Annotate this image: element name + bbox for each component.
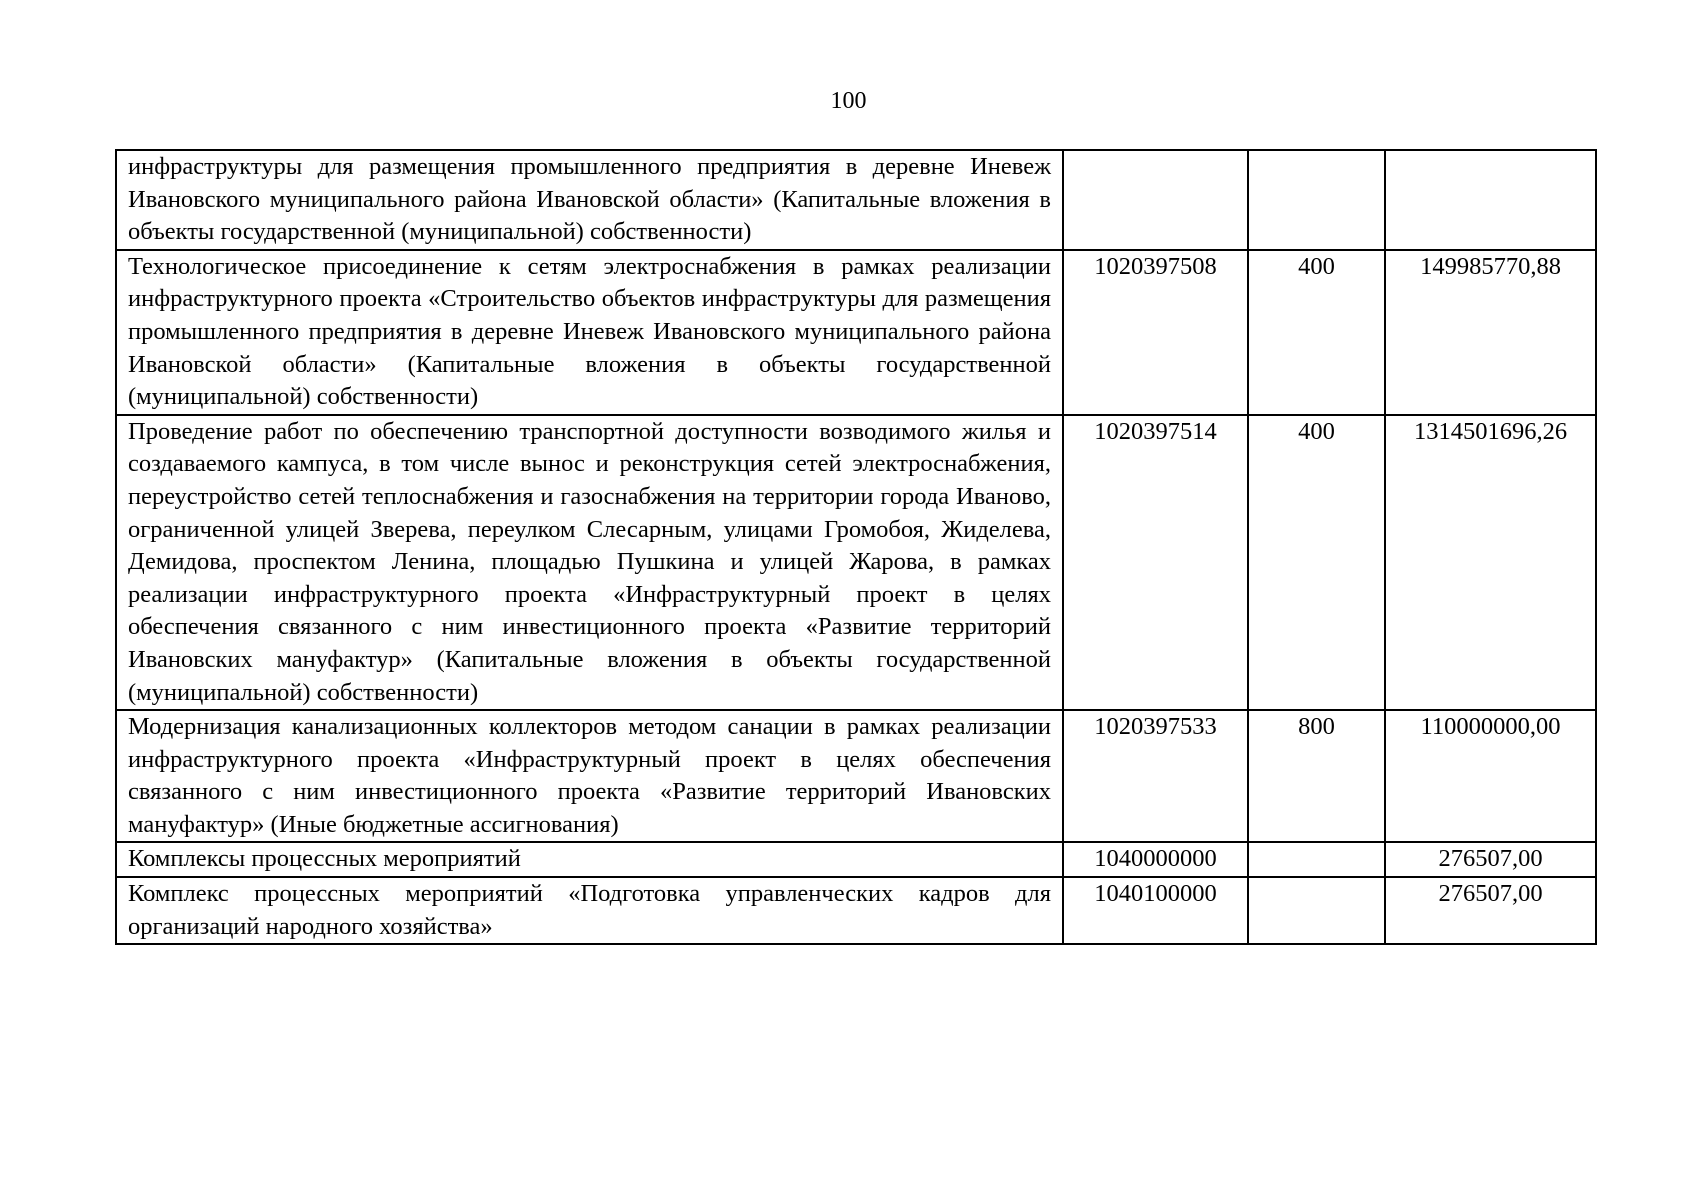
row-code: 1020397508 [1063, 250, 1248, 415]
row-description: инфраструктуры для размещения промышленного предприятия в деревне Иневеж Ивановского муниципального района Ивановской области» (Капитальные вложения в объекты государственной (муниципальной) собственности) [116, 150, 1063, 250]
row-expense-kind: 400 [1248, 250, 1385, 415]
table-row [116, 842, 1596, 877]
row-code: 1020397533 [1063, 710, 1248, 842]
row-sum: 276507,00 [1385, 877, 1596, 944]
row-description: Технологическое присоединение к сетям электроснабжения в рамках реализации инфраструктурного проекта «Строительство объектов инфраструктуры для размещения промышленного предприятия в деревне Иневеж Ивановского муниципального района Ивановской области» (Капитальные вложения в объекты государственной (муниципальной) собственности) [116, 250, 1063, 415]
row-description: Проведение работ по обеспечению транспортной доступности возводимого жилья и создаваемого кампуса, в том числе вынос и реконструкция сетей электроснабжения, переустройство сетей теплоснабжения и газоснабжения на территории города Иваново, ограниченной улицей Зверева, переулком Слесарным, улицами Громобоя, Жиделева, Демидова, проспектом Ленина, площадью Пушкина и улицей Жарова, в рамках реализации инфраструктурного проекта «Инфраструктурный проект в целях обеспечения связанного с ним инвестиционного проекта «Развитие территорий Ивановских мануфактур» (Капитальные вложения в объекты государственной (муниципальной) собственности) [116, 415, 1063, 710]
row-expense-kind: 400 [1248, 415, 1385, 710]
row-sum: 110000000,00 [1385, 710, 1596, 842]
row-description: Комплекс процессных мероприятий «Подготовка управленческих кадров для организаций народного хозяйства» [116, 877, 1063, 944]
row-expense-kind: 800 [1248, 710, 1385, 842]
row-expense-kind [1248, 150, 1385, 250]
row-code: 1020397514 [1063, 415, 1248, 710]
row-code [1063, 150, 1248, 250]
row-sum: 149985770,88 [1385, 250, 1596, 415]
row-expense-kind [1248, 877, 1385, 944]
table-row [116, 877, 1596, 944]
table-row [116, 250, 1596, 415]
row-expense-kind [1248, 842, 1385, 877]
table-row [116, 710, 1596, 842]
row-sum: 276507,00 [1385, 842, 1596, 877]
table-row [116, 415, 1596, 710]
row-description: Комплексы процессных мероприятий [116, 842, 1063, 877]
row-sum: 1314501696,26 [1385, 415, 1596, 710]
row-code: 1040000000 [1063, 842, 1248, 877]
row-code: 1040100000 [1063, 877, 1248, 944]
budget-table [115, 149, 1597, 945]
row-sum [1385, 150, 1596, 250]
row-description: Модернизация канализационных коллекторов методом санации в рамках реализации инфраструктурного проекта «Инфраструктурный проект в целях обеспечения связанного с ним инвестиционного проекта «Развитие территорий Ивановских мануфактур» (Иные бюджетные ассигнования) [116, 710, 1063, 842]
page-number: 100 [830, 88, 867, 114]
table-row [116, 150, 1596, 250]
